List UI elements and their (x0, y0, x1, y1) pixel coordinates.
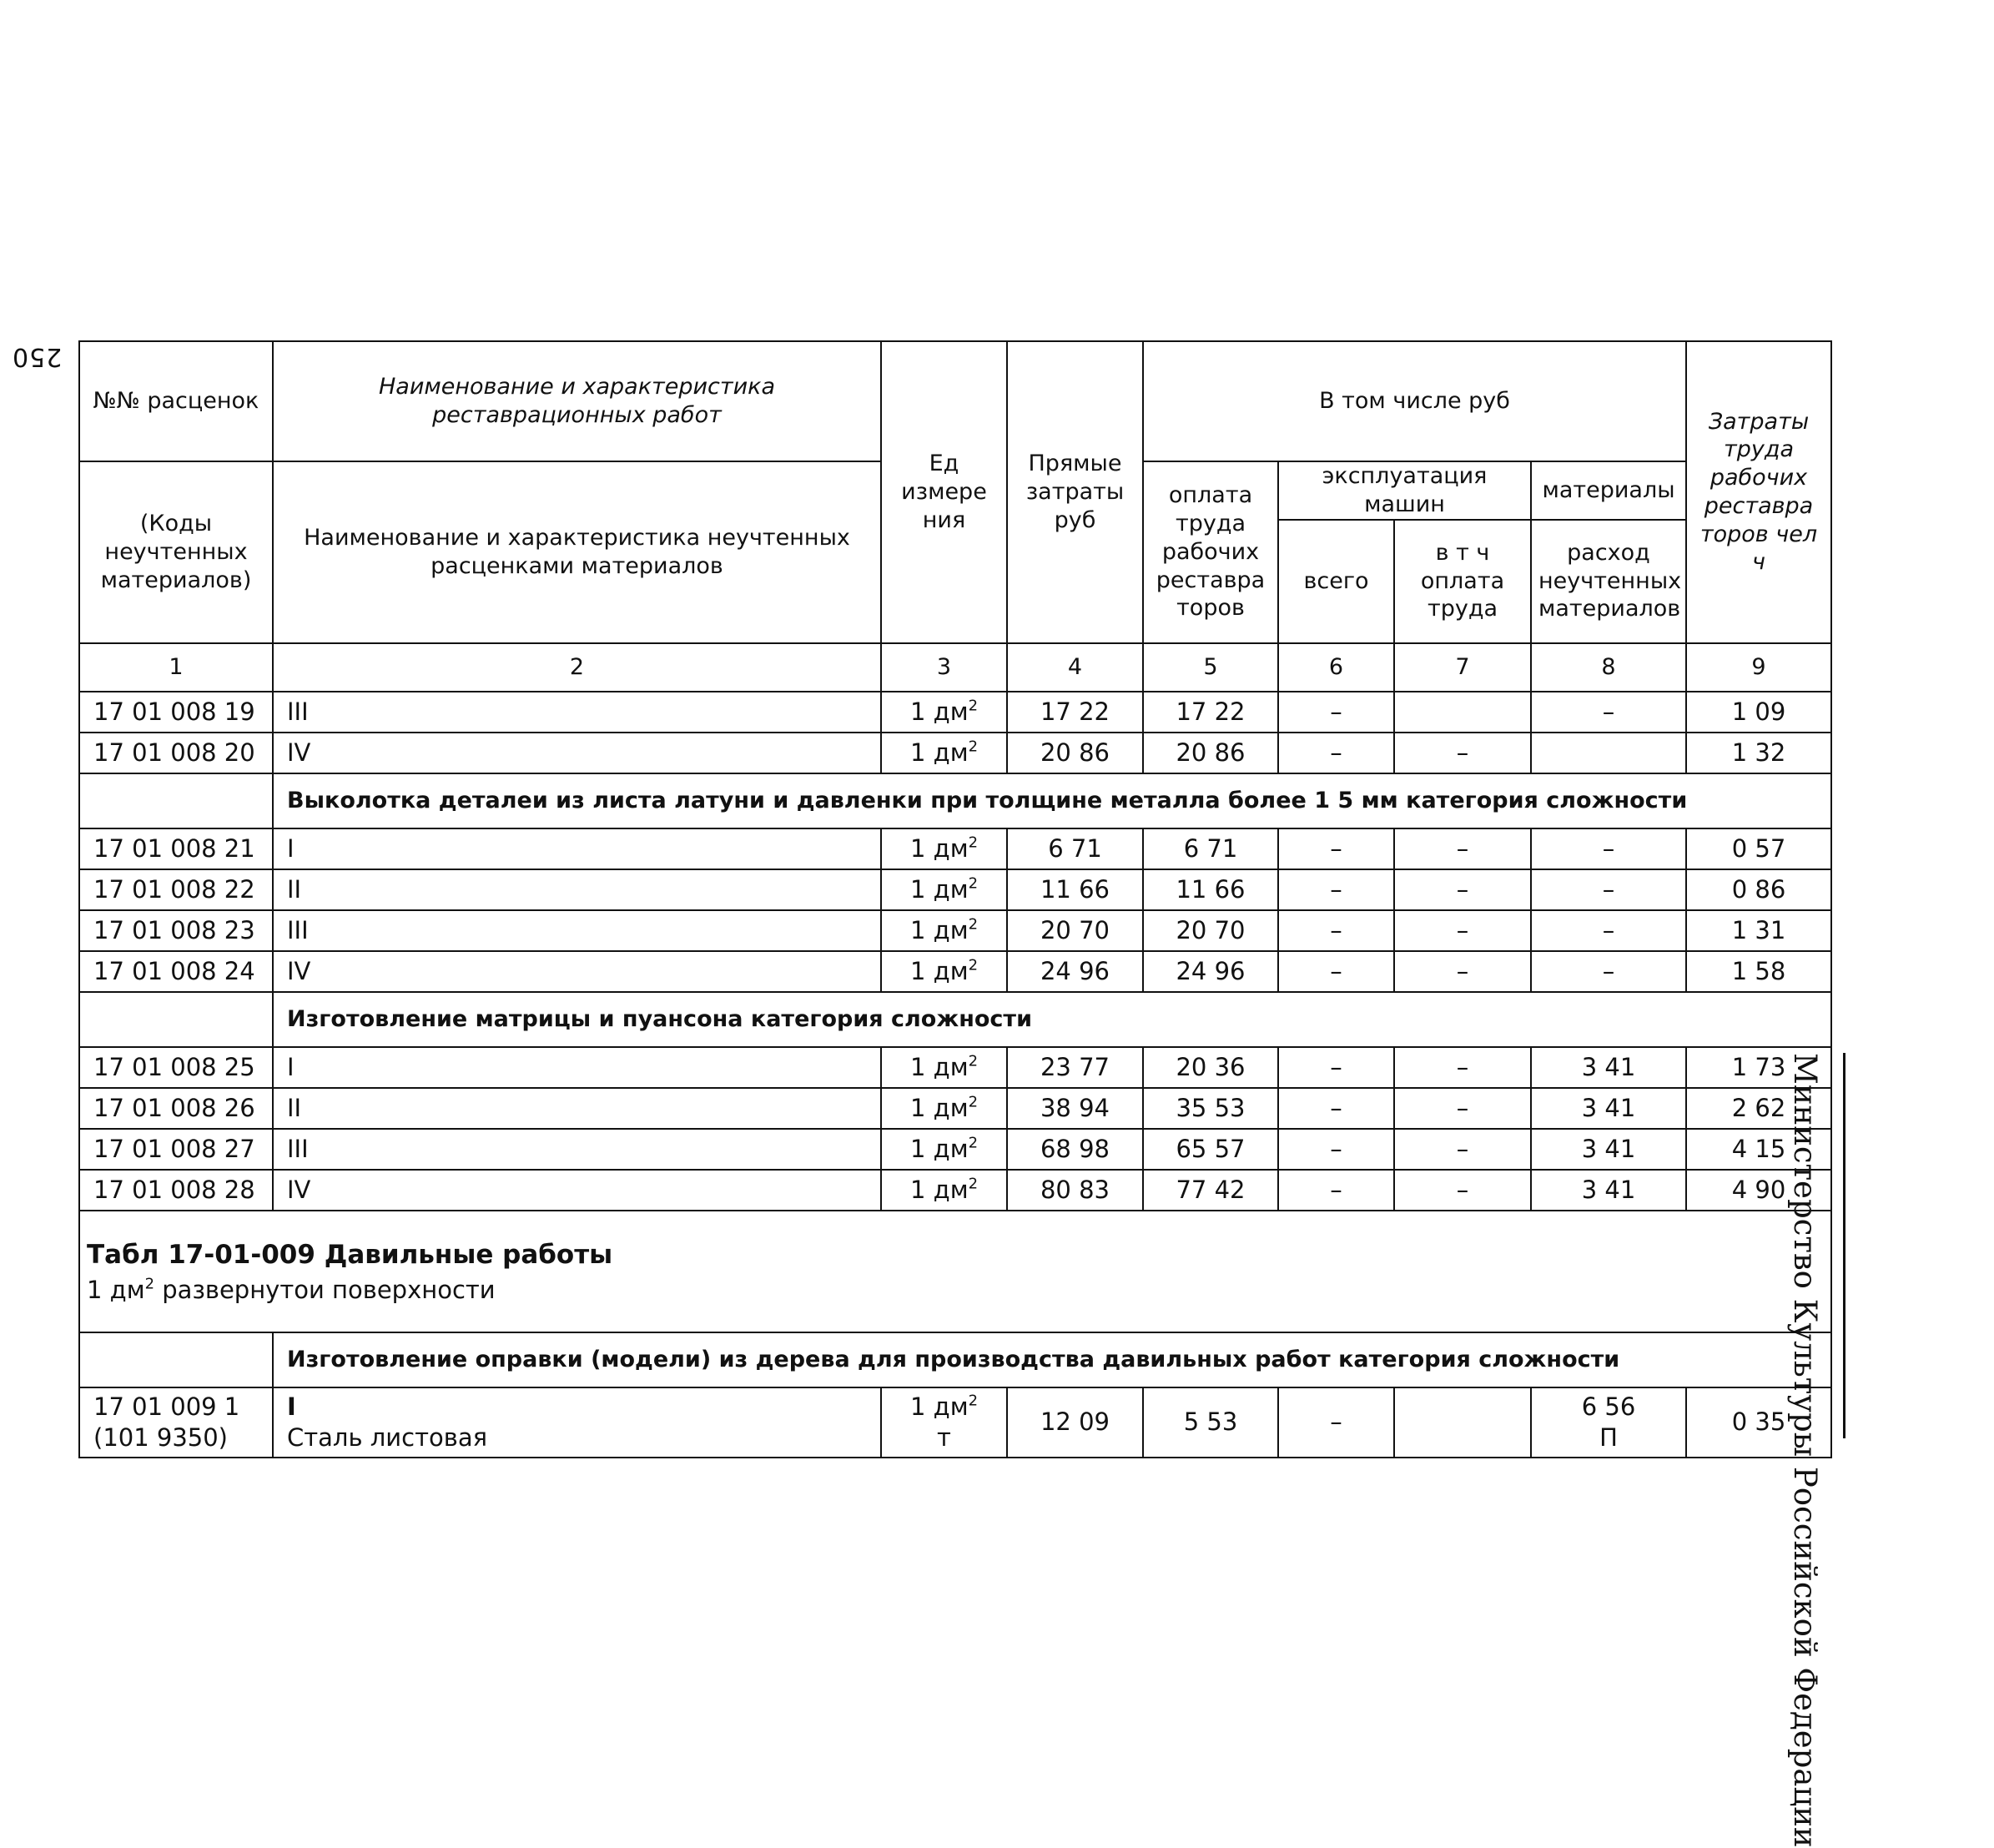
direct-costs: 38 94 (1007, 1088, 1143, 1129)
unit (881, 1047, 1007, 1088)
subtitle-unit: 1 дм (87, 1275, 145, 1304)
category: IV (273, 951, 881, 992)
machines-labor (1394, 1387, 1531, 1458)
unit (881, 1170, 1007, 1211)
header-row-1 (79, 341, 1831, 461)
machines-labor: – (1394, 733, 1531, 773)
rate-code-value: 17 01 009 1 (93, 1392, 240, 1422)
unit-text: 1 дм (909, 915, 969, 944)
rate-code: 17 01 008 20 (79, 733, 273, 773)
header-including: В том числе руб (1143, 341, 1686, 461)
unit (881, 869, 1007, 910)
section-row (79, 992, 1831, 1047)
materials: – (1531, 951, 1686, 992)
unit-power: 2 (968, 874, 979, 893)
materials: 3 41 (1531, 1088, 1686, 1129)
unit (881, 951, 1007, 992)
section-spacer (79, 992, 273, 1047)
section-row (79, 773, 1831, 828)
direct-costs: 17 22 (1007, 692, 1143, 733)
header-material-name: Наименование и характеристика неучтенных расценками материалов (273, 461, 881, 643)
rate-code: 17 01 008 22 (79, 869, 273, 910)
table-row (79, 910, 1831, 951)
table-row (79, 692, 1831, 733)
page-number: 250 (12, 342, 63, 371)
labor-pay: 11 66 (1143, 869, 1278, 910)
category: I (273, 828, 881, 869)
labor-cost: 1 09 (1686, 692, 1831, 733)
materials-note: П (1599, 1423, 1618, 1452)
table-row (79, 1170, 1831, 1211)
side-title: Министерство Культуры Российской Федерации (1787, 1053, 1823, 1848)
material-code-value: (101 9350) (93, 1423, 229, 1452)
column-numbers-row (79, 643, 1831, 692)
unit (881, 733, 1007, 773)
machines-labor: – (1394, 951, 1531, 992)
header-labor-costs: Затраты труда рабочих реставра торов чел ч (1686, 341, 1831, 643)
header-materials: материалы (1531, 461, 1686, 520)
section-title: Выколотка деталеи из листа латуни и давленки при толщине металла более 1 5 мм категория сложности (273, 773, 1831, 828)
header-codes: №№ расценок (79, 341, 273, 461)
section-spacer (79, 773, 273, 828)
unit-power: 2 (968, 833, 979, 852)
col-number: 7 (1394, 643, 1531, 692)
category: III (273, 1129, 881, 1170)
direct-costs: 6 71 (1007, 828, 1143, 869)
unit-text: 1 дм (909, 956, 969, 985)
rate-code: 17 01 008 28 (79, 1170, 273, 1211)
category: III (273, 692, 881, 733)
category: III (273, 910, 881, 951)
direct-costs: 20 86 (1007, 733, 1143, 773)
col-number: 4 (1007, 643, 1143, 692)
unit-power: 2 (968, 1392, 979, 1410)
table-title: Табл 17-01-009 Давильные работы (87, 1239, 613, 1270)
category: IV (273, 1170, 881, 1211)
machines-total: – (1278, 869, 1394, 910)
col-number: 3 (881, 643, 1007, 692)
machines-total: – (1278, 951, 1394, 992)
direct-costs: 23 77 (1007, 1047, 1143, 1088)
material-name-value: Сталь листовая (287, 1423, 488, 1452)
labor-pay: 65 57 (1143, 1129, 1278, 1170)
rate-code: 17 01 008 24 (79, 951, 273, 992)
labor-pay: 17 22 (1143, 692, 1278, 733)
direct-costs: 12 09 (1007, 1387, 1143, 1458)
category-value: I (287, 1392, 296, 1422)
rate-code: 17 01 008 23 (79, 910, 273, 951)
unit-text: 1 дм (909, 738, 969, 767)
header-machines: эксплуатация машин (1278, 461, 1531, 520)
rate-code: 17 01 008 19 (79, 692, 273, 733)
labor-cost: 1 58 (1686, 951, 1831, 992)
rows-group-a (79, 692, 1831, 773)
rate-code: 17 01 008 26 (79, 1088, 273, 1129)
labor-pay: 35 53 (1143, 1088, 1278, 1129)
machines-labor (1394, 692, 1531, 733)
table-caption (79, 1211, 1831, 1332)
direct-costs: 11 66 (1007, 869, 1143, 910)
machines-labor: – (1394, 1170, 1531, 1211)
unit-power: 2 (968, 738, 979, 756)
unit (881, 1387, 1007, 1458)
header-work-name: Наименование и характеристика реставрационных работ (273, 341, 881, 461)
unit-power: 2 (968, 1093, 979, 1111)
rate-code: 17 01 008 25 (79, 1047, 273, 1088)
materials (1531, 1387, 1686, 1458)
table-row (79, 869, 1831, 910)
materials-value: 6 56 (1581, 1392, 1636, 1422)
table-caption-row (79, 1211, 1831, 1332)
unit-text: 1 дм (909, 874, 969, 904)
header-materials-consumption: расход неучтенных материалов (1531, 520, 1686, 643)
machines-total: – (1278, 1170, 1394, 1211)
materials: 3 41 (1531, 1170, 1686, 1211)
unit-power: 2 (968, 1052, 979, 1070)
header-machines-labor: в т ч оплата труда (1394, 520, 1531, 643)
machines-labor: – (1394, 1047, 1531, 1088)
col-number: 8 (1531, 643, 1686, 692)
machines-total: – (1278, 1387, 1394, 1458)
labor-pay: 5 53 (1143, 1387, 1278, 1458)
machines-labor: – (1394, 869, 1531, 910)
direct-costs: 24 96 (1007, 951, 1143, 992)
unit-power: 2 (968, 1134, 979, 1152)
rate-code: 17 01 008 21 (79, 828, 273, 869)
unit (881, 910, 1007, 951)
labor-cost: 0 86 (1686, 869, 1831, 910)
labor-pay: 6 71 (1143, 828, 1278, 869)
rates-table (78, 340, 1832, 1458)
rows-group-b (79, 828, 1831, 992)
unit-power: 2 (968, 956, 979, 974)
unit (881, 828, 1007, 869)
category: IV (273, 733, 881, 773)
table-row (79, 1387, 1831, 1458)
material-unit-value: т (937, 1423, 951, 1452)
header-machines-total: всего (1278, 520, 1394, 643)
machines-total: – (1278, 1129, 1394, 1170)
labor-cost: 4 15 (1686, 1129, 1831, 1170)
section-title: Изготовление оправки (модели) из дерева для производства давильных работ категория сложности (273, 1332, 1831, 1387)
table-subtitle (87, 1273, 1824, 1307)
machines-total: – (1278, 692, 1394, 733)
labor-pay: 20 86 (1143, 733, 1278, 773)
rate-code (79, 1387, 273, 1458)
labor-pay: 20 36 (1143, 1047, 1278, 1088)
section-title: Изготовление матрицы и пуансона категория сложности (273, 992, 1831, 1047)
labor-pay: 20 70 (1143, 910, 1278, 951)
materials (1531, 733, 1686, 773)
machines-labor: – (1394, 910, 1531, 951)
col-number: 1 (79, 643, 273, 692)
labor-pay: 77 42 (1143, 1170, 1278, 1211)
unit-text: 1 дм (909, 1134, 969, 1163)
labor-cost: 1 31 (1686, 910, 1831, 951)
direct-costs: 80 83 (1007, 1170, 1143, 1211)
labor-cost: 4 90 (1686, 1170, 1831, 1211)
labor-cost: 0 35 (1686, 1387, 1831, 1458)
labor-cost: 1 32 (1686, 733, 1831, 773)
materials: 3 41 (1531, 1047, 1686, 1088)
section-row (79, 1332, 1831, 1387)
category: I (273, 1047, 881, 1088)
unit-text: 1 дм (909, 1175, 969, 1204)
materials: – (1531, 910, 1686, 951)
labor-cost: 1 73 (1686, 1047, 1831, 1088)
unit-text: 1 дм (909, 697, 969, 726)
unit-text: 1 дм (909, 1392, 969, 1422)
unit-text: 1 дм (909, 1052, 969, 1081)
labor-cost: 0 57 (1686, 828, 1831, 869)
machines-total: – (1278, 733, 1394, 773)
labor-pay: 24 96 (1143, 951, 1278, 992)
materials: 3 41 (1531, 1129, 1686, 1170)
materials: – (1531, 828, 1686, 869)
header-unit: Ед измере ния (881, 341, 1007, 643)
table-row (79, 951, 1831, 992)
col-number: 9 (1686, 643, 1831, 692)
unit-value (889, 1392, 1000, 1422)
table-row (79, 828, 1831, 869)
work-name (273, 1387, 881, 1458)
machines-total: – (1278, 910, 1394, 951)
table-row (79, 1129, 1831, 1170)
unit (881, 1088, 1007, 1129)
table-row (79, 1088, 1831, 1129)
rate-code: 17 01 008 27 (79, 1129, 273, 1170)
col-number: 6 (1278, 643, 1394, 692)
machines-labor: – (1394, 828, 1531, 869)
direct-costs: 20 70 (1007, 910, 1143, 951)
machines-labor: – (1394, 1129, 1531, 1170)
category: II (273, 1088, 881, 1129)
unit-power: 2 (968, 697, 979, 715)
labor-cost: 2 62 (1686, 1088, 1831, 1129)
subtitle-unit-power: 2 (144, 1274, 155, 1292)
rows-group-c (79, 1047, 1831, 1211)
section-spacer (79, 1332, 273, 1387)
unit (881, 1129, 1007, 1170)
table-row (79, 1047, 1831, 1088)
category: II (273, 869, 881, 910)
unit-power: 2 (968, 1175, 979, 1193)
materials: – (1531, 869, 1686, 910)
header-labor-pay: оплата труда рабочих реставра торов (1143, 461, 1278, 643)
subtitle-text: развернутои поверхности (154, 1275, 496, 1304)
materials: – (1531, 692, 1686, 733)
col-number: 2 (273, 643, 881, 692)
side-rule (1843, 1053, 1845, 1438)
unit-text: 1 дм (909, 833, 969, 863)
col-number: 5 (1143, 643, 1278, 692)
direct-costs: 68 98 (1007, 1129, 1143, 1170)
unit-power: 2 (968, 915, 979, 934)
machines-total: – (1278, 828, 1394, 869)
unit-text: 1 дм (909, 1093, 969, 1122)
machines-labor: – (1394, 1088, 1531, 1129)
header-direct-costs: Прямые затраты руб (1007, 341, 1143, 643)
header-material-codes: (Коды неучтенных материалов) (79, 461, 273, 643)
table-row (79, 733, 1831, 773)
machines-total: – (1278, 1088, 1394, 1129)
unit (881, 692, 1007, 733)
machines-total: – (1278, 1047, 1394, 1088)
